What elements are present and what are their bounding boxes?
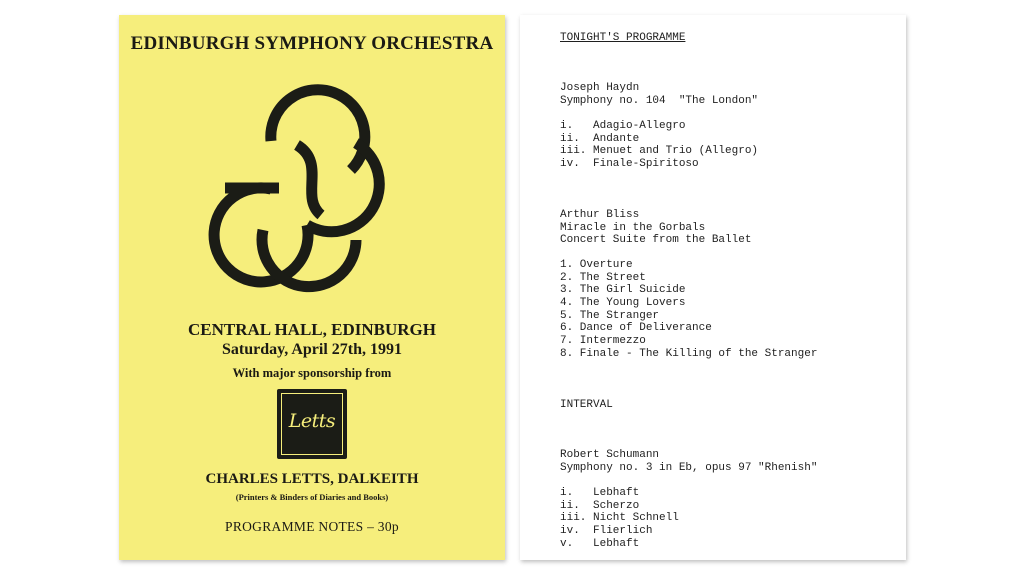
movement-item: iv. Flierlich: [560, 525, 653, 537]
programme-cover: [119, 15, 505, 560]
movement-item: 6. Dance of Deliverance: [560, 322, 712, 334]
movement-item: ii. Scherzo: [560, 500, 640, 512]
work-title: Symphony no. 3 in Eb, opus 97 "Rhenish": [560, 462, 818, 474]
composer-name: Arthur Bliss: [560, 209, 640, 221]
sponsor-name: CHARLES LETTS, DALKEITH: [205, 471, 419, 487]
movement-item: v. Lebhaft: [560, 538, 640, 550]
work-title: Miracle in the Gorbals: [560, 222, 706, 234]
movement-item: 7. Intermezzo: [560, 335, 646, 347]
sponsor-description: (Printers & Binders of Diaries and Books): [235, 492, 389, 502]
work-title: Symphony no. 104 "The London": [560, 95, 759, 107]
movement-item: 1. Overture: [560, 259, 633, 271]
orchestra-title: EDINBURGH SYMPHONY ORCHESTRA: [130, 33, 494, 54]
movement-item: 2. The Street: [560, 272, 646, 284]
movement-item: i. Adagio-Allegro: [560, 120, 686, 132]
concert-date: Saturday, April 27th, 1991: [221, 341, 403, 358]
movement-item: 3. The Girl Suicide: [560, 284, 686, 296]
movement-item: 5. The Stranger: [560, 310, 660, 322]
venue-text: CENTRAL HALL, EDINBURGH: [188, 320, 436, 339]
composer-name: Joseph Haydn: [560, 82, 640, 94]
movement-item: 8. Finale - The Killing of the Stranger: [560, 348, 818, 360]
movement-item: i. Lebhaft: [560, 487, 640, 499]
sponsorship-line: With major sponsorship from: [232, 366, 392, 380]
interval-text: INTERVAL: [560, 399, 613, 411]
movement-item: 4. The Young Lovers: [560, 297, 686, 309]
letts-logo-text: Letts: [288, 410, 336, 432]
eso-logo-icon: [201, 75, 423, 300]
programme-page: [520, 15, 906, 560]
programme-heading: TONIGHT'S PROGRAMME: [560, 32, 686, 44]
movement-item: iv. Finale-Spiritoso: [560, 158, 699, 170]
movement-item: iii. Menuet and Trio (Allegro): [560, 145, 759, 157]
movement-item: iii. Nicht Schnell: [560, 512, 679, 524]
letts-logo: [277, 389, 347, 459]
programme-notes-price: PROGRAMME NOTES – 30p: [225, 519, 399, 534]
composer-name: Robert Schumann: [560, 449, 660, 461]
movement-item: ii. Andante: [560, 133, 640, 145]
work-subtitle: Concert Suite from the Ballet: [560, 234, 752, 246]
